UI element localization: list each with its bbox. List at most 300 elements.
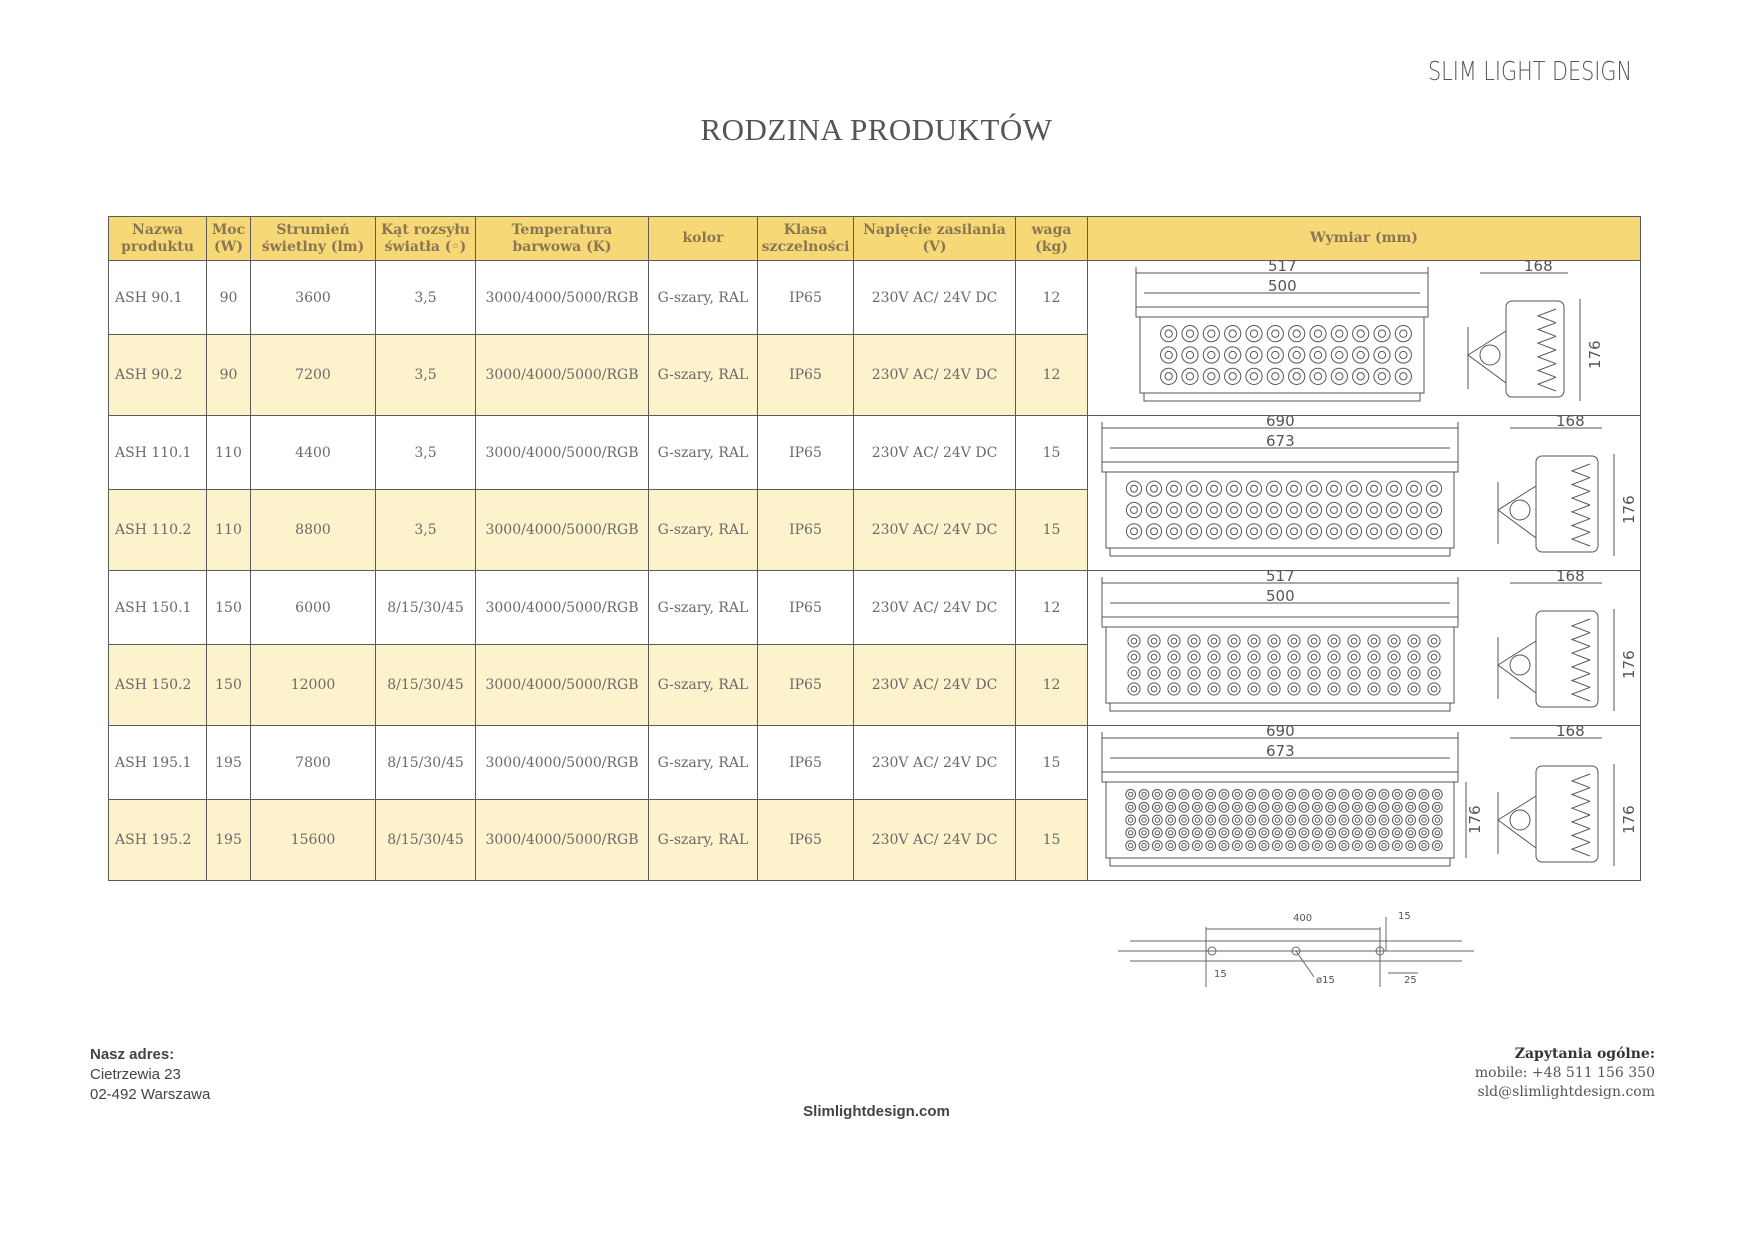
cell-name: ASH 150.1 xyxy=(109,571,207,645)
led-lens xyxy=(1139,841,1149,851)
header-dimensions: Wymiar (mm) xyxy=(1088,217,1641,261)
led-lens xyxy=(1219,815,1229,825)
led-lens xyxy=(1312,828,1322,838)
led-lens-inner xyxy=(1191,485,1198,492)
led-lens xyxy=(1419,828,1429,838)
cell-power: 195 xyxy=(207,800,251,881)
dimension-cell xyxy=(1088,412,1641,571)
led-lens xyxy=(1219,841,1229,851)
led-lens-inner xyxy=(1311,638,1316,643)
led-lens xyxy=(1272,841,1282,851)
led-lens xyxy=(1326,815,1336,825)
led-lens xyxy=(1128,667,1140,679)
led-lens xyxy=(1331,347,1347,363)
cell-temperature: 3000/4000/5000/RGB xyxy=(476,335,649,416)
led-lens-inner xyxy=(1208,351,1215,358)
led-lens-inner xyxy=(1128,843,1132,847)
led-lens xyxy=(1267,368,1283,384)
led-lens xyxy=(1392,802,1402,812)
led-lens xyxy=(1428,635,1440,647)
led-lens xyxy=(1148,683,1160,695)
led-lens-inner xyxy=(1262,805,1266,809)
cell-name: ASH 195.1 xyxy=(109,726,207,800)
led-lens xyxy=(1139,828,1149,838)
led-lens xyxy=(1203,347,1219,363)
led-lens-inner xyxy=(1431,654,1436,659)
led-lens-inner xyxy=(1395,805,1399,809)
led-lens xyxy=(1126,841,1136,851)
led-lens-inner xyxy=(1171,654,1176,659)
led-lens xyxy=(1226,502,1241,517)
cell-name: ASH 90.2 xyxy=(109,335,207,416)
led-lens-inner xyxy=(1235,792,1239,796)
cell-ip-class: IP65 xyxy=(758,416,854,490)
cell-ip-class: IP65 xyxy=(758,261,854,335)
led-lens xyxy=(1306,502,1321,517)
led-lens xyxy=(1219,790,1229,800)
led-lens-inner xyxy=(1182,818,1186,822)
led-lens xyxy=(1126,502,1141,517)
cell-flux: 3600 xyxy=(251,261,376,335)
led-lens xyxy=(1166,828,1176,838)
led-lens-inner xyxy=(1368,805,1372,809)
led-lens xyxy=(1352,828,1362,838)
led-lens xyxy=(1168,667,1180,679)
led-lens xyxy=(1419,841,1429,851)
led-lens xyxy=(1259,802,1269,812)
led-lens xyxy=(1379,841,1389,851)
led-lens-inner xyxy=(1391,507,1398,514)
cell-angle: 8/15/30/45 xyxy=(376,571,476,645)
led-lens xyxy=(1388,667,1400,679)
led-lens-inner xyxy=(1128,792,1132,796)
contact-email[interactable]: sld@slimlightdesign.com xyxy=(1477,1084,1655,1100)
led-lens-inner xyxy=(1288,831,1292,835)
cell-ip-class: IP65 xyxy=(758,571,854,645)
cell-power: 90 xyxy=(207,335,251,416)
led-lens xyxy=(1348,635,1360,647)
led-lens-inner xyxy=(1235,843,1239,847)
led-lens xyxy=(1331,368,1347,384)
led-lens-inner xyxy=(1331,528,1338,535)
led-lens-inner xyxy=(1314,330,1321,337)
led-lens xyxy=(1388,683,1400,695)
led-lens-inner xyxy=(1355,843,1359,847)
led-lens xyxy=(1432,815,1442,825)
led-lens xyxy=(1339,802,1349,812)
led-lens-inner xyxy=(1391,528,1398,535)
led-lens-inner xyxy=(1165,330,1172,337)
led-lens-inner xyxy=(1208,805,1212,809)
mount-left-label: 15 xyxy=(1214,969,1227,980)
led-lens-inner xyxy=(1171,638,1176,643)
led-lens-inner xyxy=(1211,485,1218,492)
led-lens-inner xyxy=(1314,373,1321,380)
header-flux: Strumień świetlny (lm) xyxy=(251,217,376,261)
led-lens xyxy=(1286,802,1296,812)
led-lens xyxy=(1166,502,1181,517)
led-lens xyxy=(1186,502,1201,517)
led-lens-inner xyxy=(1151,654,1156,659)
cell-power: 90 xyxy=(207,261,251,335)
led-lens xyxy=(1248,651,1260,663)
led-lens xyxy=(1128,635,1140,647)
dimension-drawing xyxy=(1088,722,1640,880)
led-lens xyxy=(1408,667,1420,679)
cell-voltage: 230V AC/ 24V DC xyxy=(854,261,1016,335)
cell-weight: 12 xyxy=(1016,645,1088,726)
led-lens-inner xyxy=(1408,843,1412,847)
led-lens xyxy=(1395,326,1411,342)
led-lens-inner xyxy=(1435,792,1439,796)
led-lens xyxy=(1353,347,1369,363)
led-lens xyxy=(1419,790,1429,800)
led-lens-inner xyxy=(1131,670,1136,675)
led-lens xyxy=(1161,326,1177,342)
led-lens xyxy=(1168,651,1180,663)
led-lens-inner xyxy=(1411,528,1418,535)
led-lens xyxy=(1146,481,1161,496)
cell-weight: 12 xyxy=(1016,261,1088,335)
led-lens xyxy=(1179,802,1189,812)
table-row xyxy=(109,571,1641,645)
led-lens-inner xyxy=(1331,485,1338,492)
cell-name: ASH 150.2 xyxy=(109,645,207,726)
led-lens-inner xyxy=(1371,670,1376,675)
led-lens xyxy=(1248,667,1260,679)
cell-angle: 8/15/30/45 xyxy=(376,800,476,881)
led-lens-inner xyxy=(1371,507,1378,514)
led-lens-inner xyxy=(1351,485,1358,492)
cell-flux: 6000 xyxy=(251,571,376,645)
led-lens-inner xyxy=(1395,818,1399,822)
contact-phone[interactable]: mobile: +48 511 156 350 xyxy=(1474,1065,1655,1081)
led-lens-inner xyxy=(1195,843,1199,847)
led-lens-inner xyxy=(1262,818,1266,822)
header-name: Nazwa produktu xyxy=(109,217,207,261)
led-lens-inner xyxy=(1411,507,1418,514)
led-lens-inner xyxy=(1250,351,1257,358)
header-weight: waga (kg) xyxy=(1016,217,1088,261)
led-lens xyxy=(1368,651,1380,663)
led-lens xyxy=(1272,828,1282,838)
cell-name: ASH 195.2 xyxy=(109,800,207,881)
cell-weight: 15 xyxy=(1016,490,1088,571)
led-lens xyxy=(1246,481,1261,496)
cell-color: G-szary, RAL xyxy=(649,335,758,416)
led-lens-inner xyxy=(1171,485,1178,492)
led-lens xyxy=(1419,802,1429,812)
cell-flux: 7800 xyxy=(251,726,376,800)
led-lens-inner xyxy=(1395,792,1399,796)
led-lens-inner xyxy=(1208,818,1212,822)
led-lens xyxy=(1392,815,1402,825)
led-lens xyxy=(1225,326,1241,342)
led-lens xyxy=(1272,790,1282,800)
led-lens xyxy=(1406,815,1416,825)
led-lens xyxy=(1192,815,1202,825)
cell-voltage: 230V AC/ 24V DC xyxy=(854,490,1016,571)
led-lens-inner xyxy=(1195,831,1199,835)
led-lens xyxy=(1353,326,1369,342)
led-lens xyxy=(1179,828,1189,838)
led-lens-inner xyxy=(1131,485,1138,492)
cell-color: G-szary, RAL xyxy=(649,800,758,881)
led-lens-inner xyxy=(1431,507,1438,514)
led-lens-inner xyxy=(1382,831,1386,835)
led-lens xyxy=(1432,802,1442,812)
led-lens-inner xyxy=(1351,507,1358,514)
cell-temperature: 3000/4000/5000/RGB xyxy=(476,490,649,571)
led-lens xyxy=(1386,502,1401,517)
led-lens-inner xyxy=(1431,670,1436,675)
led-lens-inner xyxy=(1229,373,1236,380)
led-lens-inner xyxy=(1315,843,1319,847)
led-lens-inner xyxy=(1248,843,1252,847)
led-lens xyxy=(1392,790,1402,800)
led-lens-inner xyxy=(1422,818,1426,822)
cell-weight: 12 xyxy=(1016,571,1088,645)
led-lens-inner xyxy=(1293,351,1300,358)
led-lens-inner xyxy=(1408,805,1412,809)
led-lens-inner xyxy=(1382,818,1386,822)
led-lens-inner xyxy=(1271,638,1276,643)
led-lens-inner xyxy=(1251,485,1258,492)
cell-color: G-szary, RAL xyxy=(649,261,758,335)
cell-name: ASH 110.2 xyxy=(109,490,207,571)
led-lens xyxy=(1226,524,1241,539)
dim-outer-label: 517 xyxy=(1268,257,1297,275)
led-lens-inner xyxy=(1248,831,1252,835)
led-lens-inner xyxy=(1368,792,1372,796)
led-lens-inner xyxy=(1336,330,1343,337)
led-lens xyxy=(1286,481,1301,496)
cell-voltage: 230V AC/ 24V DC xyxy=(854,800,1016,881)
led-lens xyxy=(1208,683,1220,695)
led-lens xyxy=(1286,828,1296,838)
dimension-drawing xyxy=(1088,257,1640,415)
led-lens xyxy=(1266,502,1281,517)
dimension-cell xyxy=(1088,722,1641,881)
page-title: RODZINA PRODUKTÓW xyxy=(700,112,1053,147)
led-lens-inner xyxy=(1271,528,1278,535)
led-lens xyxy=(1219,828,1229,838)
led-lens-inner xyxy=(1222,818,1226,822)
led-lens-inner xyxy=(1382,843,1386,847)
website-link[interactable]: Slimlightdesign.com xyxy=(803,1103,950,1120)
led-lens-inner xyxy=(1342,831,1346,835)
led-lens-inner xyxy=(1235,805,1239,809)
led-lens xyxy=(1312,815,1322,825)
led-lens xyxy=(1339,790,1349,800)
led-lens xyxy=(1328,651,1340,663)
led-lens xyxy=(1432,841,1442,851)
led-lens-inner xyxy=(1328,843,1332,847)
led-lens-inner xyxy=(1182,792,1186,796)
led-lens-inner xyxy=(1291,686,1296,691)
dim-depth-label: 168 xyxy=(1556,567,1585,585)
led-lens xyxy=(1268,651,1280,663)
led-lens-inner xyxy=(1128,818,1132,822)
led-lens xyxy=(1386,524,1401,539)
led-lens-inner xyxy=(1195,805,1199,809)
led-lens xyxy=(1232,841,1242,851)
led-lens xyxy=(1161,368,1177,384)
led-lens-inner xyxy=(1151,507,1158,514)
led-lens xyxy=(1366,502,1381,517)
cell-color: G-szary, RAL xyxy=(649,490,758,571)
led-lens xyxy=(1353,368,1369,384)
led-lens xyxy=(1208,667,1220,679)
led-lens xyxy=(1267,326,1283,342)
led-lens xyxy=(1428,667,1440,679)
led-lens-inner xyxy=(1151,485,1158,492)
led-lens-inner xyxy=(1235,818,1239,822)
led-lens xyxy=(1395,347,1411,363)
led-lens-inner xyxy=(1208,792,1212,796)
led-lens-inner xyxy=(1275,792,1279,796)
led-lens-inner xyxy=(1431,686,1436,691)
led-lens-inner xyxy=(1251,670,1256,675)
led-lens xyxy=(1312,841,1322,851)
led-lens-inner xyxy=(1231,638,1236,643)
led-lens xyxy=(1308,683,1320,695)
cell-temperature: 3000/4000/5000/RGB xyxy=(476,800,649,881)
cell-angle: 8/15/30/45 xyxy=(376,645,476,726)
dimension-drawing xyxy=(1088,412,1640,570)
led-lens xyxy=(1166,790,1176,800)
led-lens xyxy=(1368,635,1380,647)
led-lens-inner xyxy=(1168,843,1172,847)
led-lens xyxy=(1379,815,1389,825)
led-lens-inner xyxy=(1336,373,1343,380)
led-lens xyxy=(1208,635,1220,647)
led-lens xyxy=(1419,815,1429,825)
led-lens-inner xyxy=(1336,351,1343,358)
led-lens xyxy=(1152,841,1162,851)
led-lens-inner xyxy=(1191,686,1196,691)
led-lens xyxy=(1289,368,1305,384)
led-lens-inner xyxy=(1128,831,1132,835)
led-lens-inner xyxy=(1231,686,1236,691)
header-ip-class: Klasa szczelności xyxy=(758,217,854,261)
address-block xyxy=(90,1045,210,1105)
led-lens-inner xyxy=(1391,485,1398,492)
led-lens-inner xyxy=(1128,805,1132,809)
led-lens xyxy=(1326,828,1336,838)
led-lens xyxy=(1246,841,1256,851)
led-lens-inner xyxy=(1171,528,1178,535)
led-lens-inner xyxy=(1288,792,1292,796)
led-lens-inner xyxy=(1291,485,1298,492)
led-lens xyxy=(1248,635,1260,647)
cell-name: ASH 90.1 xyxy=(109,261,207,335)
led-lens xyxy=(1188,667,1200,679)
led-lens-inner xyxy=(1171,507,1178,514)
led-lens-inner xyxy=(1302,792,1306,796)
led-lens-inner xyxy=(1395,843,1399,847)
led-lens xyxy=(1268,667,1280,679)
led-lens-inner xyxy=(1231,485,1238,492)
led-lens-inner xyxy=(1251,507,1258,514)
dim-depth-label: 168 xyxy=(1556,412,1585,430)
led-lens-inner xyxy=(1271,654,1276,659)
cell-color: G-szary, RAL xyxy=(649,645,758,726)
cell-flux: 7200 xyxy=(251,335,376,416)
led-lens-inner xyxy=(1293,373,1300,380)
led-lens xyxy=(1346,524,1361,539)
led-lens-inner xyxy=(1378,351,1385,358)
led-lens-inner xyxy=(1231,654,1236,659)
led-lens xyxy=(1306,481,1321,496)
led-lens-inner xyxy=(1371,638,1376,643)
led-lens xyxy=(1339,815,1349,825)
led-lens-inner xyxy=(1272,351,1279,358)
led-lens xyxy=(1326,802,1336,812)
led-lens xyxy=(1308,635,1320,647)
cell-temperature: 3000/4000/5000/RGB xyxy=(476,645,649,726)
led-lens xyxy=(1286,790,1296,800)
led-lens-inner xyxy=(1355,805,1359,809)
led-lens-inner xyxy=(1251,528,1258,535)
led-lens xyxy=(1328,683,1340,695)
led-lens-inner xyxy=(1271,686,1276,691)
address-line2: 02-492 Warszawa xyxy=(90,1086,211,1103)
led-lens-inner xyxy=(1351,670,1356,675)
led-lens xyxy=(1139,815,1149,825)
led-lens-inner xyxy=(1131,654,1136,659)
led-lens xyxy=(1206,481,1221,496)
led-lens-inner xyxy=(1211,528,1218,535)
led-lens xyxy=(1374,326,1390,342)
led-lens xyxy=(1426,481,1441,496)
led-lens xyxy=(1408,651,1420,663)
led-lens-inner xyxy=(1291,638,1296,643)
mounting-drawing xyxy=(1118,907,1474,993)
led-lens-inner xyxy=(1311,654,1316,659)
brand-logo-text: SLIM LIGHT DESIGN xyxy=(1428,57,1632,87)
led-lens-inner xyxy=(1248,818,1252,822)
led-lens-inner xyxy=(1211,686,1216,691)
led-lens-inner xyxy=(1411,654,1416,659)
led-lens xyxy=(1366,802,1376,812)
led-lens xyxy=(1188,683,1200,695)
led-lens-inner xyxy=(1275,805,1279,809)
led-lens xyxy=(1259,815,1269,825)
cell-angle: 3,5 xyxy=(376,416,476,490)
led-lens-inner xyxy=(1351,686,1356,691)
led-lens xyxy=(1225,347,1241,363)
led-lens-inner xyxy=(1155,818,1159,822)
led-lens-inner xyxy=(1408,792,1412,796)
led-lens-inner xyxy=(1378,373,1385,380)
led-lens xyxy=(1182,368,1198,384)
led-lens-inner xyxy=(1168,831,1172,835)
led-lens xyxy=(1379,802,1389,812)
cell-ip-class: IP65 xyxy=(758,645,854,726)
led-lens xyxy=(1331,326,1347,342)
led-lens-inner xyxy=(1165,373,1172,380)
led-lens-inner xyxy=(1342,843,1346,847)
product-table xyxy=(108,216,1641,881)
led-lens xyxy=(1406,790,1416,800)
led-lens-inner xyxy=(1371,686,1376,691)
led-lens-inner xyxy=(1251,686,1256,691)
dim-inner-label: 673 xyxy=(1266,432,1295,450)
led-lens xyxy=(1139,790,1149,800)
led-lens-inner xyxy=(1211,654,1216,659)
led-lens xyxy=(1306,524,1321,539)
